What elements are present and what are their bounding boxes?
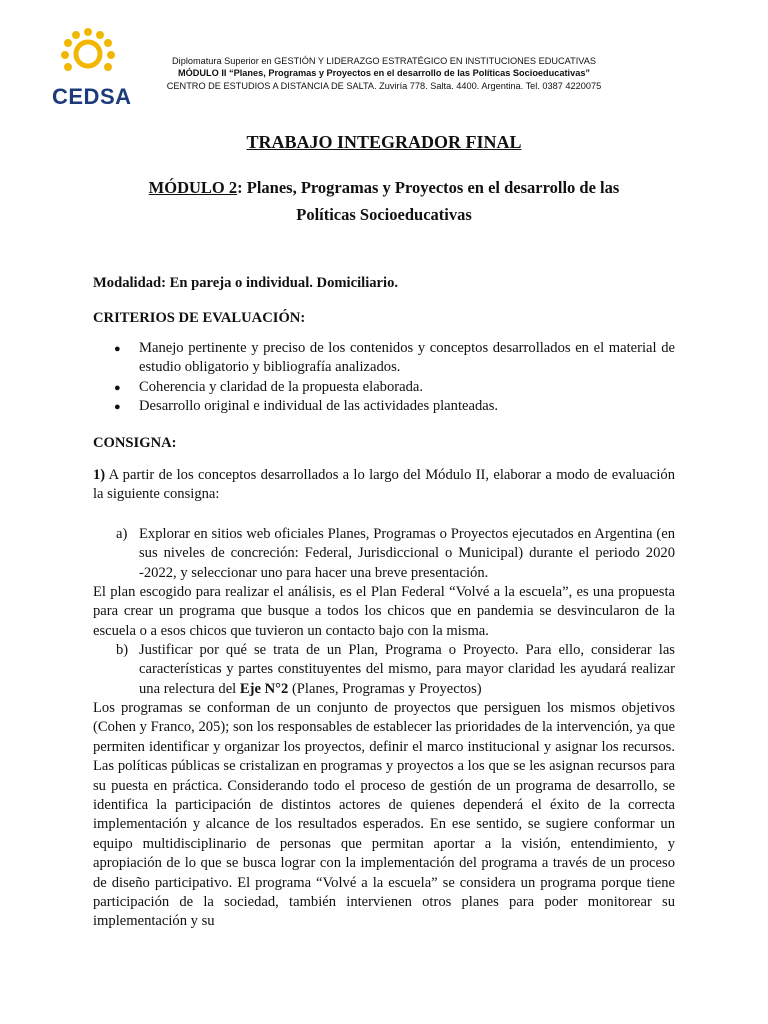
document-subtitle — [80, 174, 688, 228]
bullet-icon: ● — [114, 401, 121, 413]
module-label: MÓDULO 2 — [148, 178, 238, 197]
subtitle-line-1-rest: : Planes, Programas y Proyectos en el desarrollo de las — [237, 178, 620, 197]
institution-header — [134, 55, 634, 92]
item-b-text-before: Justificar por qué se trata de un Plan, Programa o Proyecto. Para ello, considerar las características y partes constituyentes del mismo, para mayor claridad les ayudará realizar una relectura del — [139, 642, 675, 697]
sun-logo-icon — [56, 28, 120, 86]
bullet-icon: ● — [114, 382, 121, 394]
document-title: TRABAJO INTEGRADOR FINAL — [246, 132, 522, 152]
item-b-marker: b) — [116, 642, 129, 658]
consigna-1-text: A partir de los conceptos desarrollados a lo largo del Módulo II, elaborar a modo de evaluación la siguiente consigna: — [93, 467, 675, 503]
header-line-2: MÓDULO II “Planes, Programas y Proyectos en el desarrollo de las Políticas Socioeducativas” — [177, 68, 591, 79]
logo-text: CEDSA — [52, 84, 132, 109]
criterio-3: Desarrollo original e individual de las actividades planteadas. — [139, 398, 499, 414]
consigna-heading: CONSIGNA: — [93, 435, 177, 451]
header-line-3: CENTRO DE ESTUDIOS A DISTANCIA DE SALTA. Zuviría 778. Salta. 4400. Argentina. Tel. 0387 4220075 — [166, 80, 602, 91]
item-a-text: Explorar en sitios web oficiales Planes, Programas o Proyectos ejecutados en Argentina (en sus niveles de concreción: Federal, Jurisdiccional o Municipal) durante el periodo 2020 -2022, y seleccionar uno para hacer una breve presentación. — [139, 526, 675, 581]
item-b-text — [139, 641, 675, 699]
item-b-text-after: (Planes, Programas y Proyectos) — [288, 680, 482, 697]
answer-b: Los programas se conforman de un conjunto de proyectos que persiguen los mismos objetivos (Cohen y Franco, 205); son los responsables de establecer las prioridades de la intervención, ya que permiten identificar y organizar los proyectos, definir el marco institucional y asignar los recursos. Las políticas públicas se cristalizan en programas y proyectos a los que se les asignan recursos para su puesta en práctica. Considerando todo el proceso de gestión de un programa de desarrollo, se identifica la participación de distintos actores de quienes dependerá el éxito de la correcta implementación y alcance de los resultados esperados. En ese sentido, se sugiere conformar un equipo multidisciplinario de personas que permitan aportar a la visión, entendimiento, y apropiación de lo que se busca lograr con la implementación del programa a través de un proceso de diseño participativo. El programa “Volvé a la escuela” se considera un programa porque tiene participación de la sociedad, también intervienen otros planes para poder monitorear su implementación y su — [93, 700, 675, 930]
item-b-eje: Eje N°2 — [239, 680, 289, 697]
criterios-heading: CRITERIOS DE EVALUACIÓN: — [93, 310, 306, 326]
consigna-1 — [93, 466, 675, 505]
answer-a: El plan escogido para realizar el análisis, es el Plan Federal “Volvé a la escuela”, es una propuesta para crear un programa que busque a todos los chicos que en pandemia se desvincularon de la escuela o a esos chicos que tuvieron un contacto bajo con la misma. — [93, 584, 675, 639]
cedsa-logo — [50, 28, 132, 108]
header-line-1: Diplomatura Superior en GESTIÓN Y LIDERAZGO ESTRATÉGICO EN INSTITUCIONES EDUCATIVAS — [172, 56, 596, 66]
criterio-1: Manejo pertinente y preciso de los contenidos y conceptos desarrollados en el material de estudio obligatorio y bibliografía analizados. — [139, 340, 675, 376]
item-a-marker: a) — [116, 526, 128, 542]
modalidad: Modalidad: En pareja o individual. Domiciliario. — [93, 275, 399, 291]
subtitle-line-2: Políticas Socioeducativas — [296, 205, 472, 224]
bullet-icon: ● — [114, 343, 121, 355]
consigna-1-number: 1) — [93, 467, 106, 483]
criterio-2: Coherencia y claridad de la propuesta elaborada. — [139, 379, 424, 395]
